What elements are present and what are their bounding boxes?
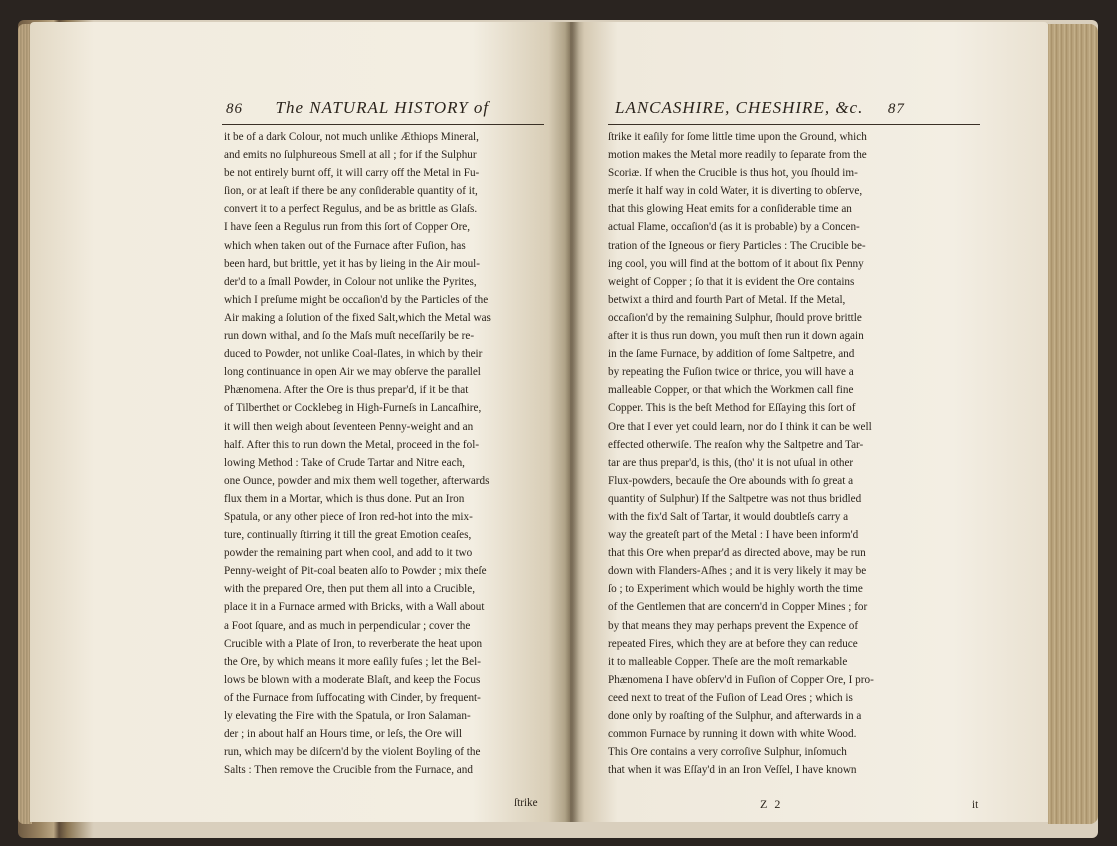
- right-text-line: ing cool, you will find at the bottom of it about ſix Penny: [608, 257, 864, 270]
- left-text-line: Spatula, or any other piece of Iron red-hot into the mix-: [224, 510, 473, 523]
- right-page: [570, 22, 1048, 822]
- left-text-line: of Tilberthet or Cocklebeg in High-Furneſs in Lancaſhire,: [224, 402, 482, 415]
- left-text-line: lows be blown with a moderate Blaſt, and keep the Focus: [224, 673, 481, 686]
- left-text-line: duced to Powder, not unlike Coal-ſlates, in which by their: [224, 348, 483, 361]
- right-head-rule: [608, 124, 980, 125]
- right-text-line: betwixt a third and fourth Part of Metal. If the Metal,: [608, 293, 846, 306]
- right-text-line: Ore that I ever yet could learn, nor do I think it can be well: [608, 420, 872, 433]
- left-text-line: place it in a Furnace armed with Bricks, with a Wall about: [224, 601, 485, 614]
- left-text-line: Crucible with a Plate of Iron, to reverberate the heat upon: [224, 637, 483, 650]
- right-text-line: repeated Fires, which they are at before they can reduce: [608, 637, 858, 650]
- right-text-line: done only by roaſting of the Sulphur, and afterwards in a: [608, 710, 862, 722]
- left-text-line: been hard, but brittle, yet it has by lieing in the Air moul-: [224, 257, 481, 270]
- right-text-line: Copper. This is the beſt Method for Eſſaying this ſort of: [608, 402, 856, 415]
- left-text-line: ſion, or at leaſt if there be any conſiderable quantity of it,: [224, 185, 478, 198]
- left-page-number: 86: [226, 101, 243, 117]
- left-text-line: convert it to a perfect Regulus, and be as brittle as Glaſs.: [224, 203, 478, 216]
- right-text-line: ſo ; to Experiment which would be highly worth the time: [608, 583, 863, 596]
- right-text-line: by repeating the Fuſion twice or thrice, you will have a: [608, 366, 854, 379]
- left-text-line: the Ore, by which means it more eaſily fuſes ; let the Bel-: [224, 655, 481, 668]
- right-running-title: LANCASHIRE, CHESHIRE, &c.: [615, 98, 864, 117]
- right-text-line: effected otherwiſe. The reaſon why the Saltpetre and Tar-: [608, 438, 864, 451]
- left-text-line: flux them in a Mortar, which is thus done. Put an Iron: [224, 492, 465, 505]
- right-text-line: This Ore contains a very corroſive Sulphur, inſomuch: [608, 746, 847, 759]
- left-text-line: ture, continually ſtirring it till the great Emotion ceaſes,: [224, 529, 472, 542]
- left-text-line: and emits no ſulphureous Smell at all ; for if the Sulphur: [224, 149, 477, 162]
- left-text-line: lowing Method : Take of Crude Tartar and Nitre each,: [224, 456, 465, 469]
- right-text-line: actual Flame, occaſion'd (as it is probable) by a Concen-: [608, 221, 860, 234]
- left-text-line: run down withal, and ſo the Maſs muſt neceſſarily be re-: [224, 330, 475, 343]
- left-text-line: powder the remaining part when cool, and add to it two: [224, 547, 473, 560]
- right-text-line: weight of Copper ; ſo that it is evident the Ore contains: [608, 275, 855, 288]
- right-text-line: in the ſame Furnace, by addition of ſome Saltpetre, and: [608, 348, 855, 361]
- right-text-line: tration of the Igneous or fiery Particles : The Crucible be-: [608, 239, 866, 252]
- right-text-line: motion makes the Metal more readily to ſeparate from the: [608, 149, 867, 162]
- right-text-line: merſe it half way in cold Water, it is diverting to obſerve,: [608, 185, 863, 198]
- right-fore-edge: [1048, 24, 1098, 824]
- right-text-line: of the Gentlemen that are concern'd in Copper Mines ; for: [608, 601, 868, 614]
- right-text-line: after it is thus run down, you muſt then run it down again: [608, 330, 864, 343]
- left-text-line: of the Furnace from ſuffocating with Cinder, by frequent-: [224, 691, 481, 704]
- right-text-line: common Furnace by running it down with white Wood.: [608, 728, 857, 741]
- right-text-line: Phænomena I have obſerv'd in Fuſion of Copper Ore, I pro-: [608, 673, 874, 686]
- right-text-line: Flux-powders, becauſe the Ore abounds with ſo great a: [608, 474, 854, 487]
- left-running-head: [226, 98, 489, 118]
- right-text-line: that this Ore when prepar'd as directed above, may be run: [608, 547, 866, 560]
- right-text-line: ſtrike it eaſily for ſome little time upon the Ground, which: [608, 131, 867, 143]
- left-text-line: it be of a dark Colour, not much unlike Æthiops Mineral,: [224, 131, 479, 143]
- right-text-line: it to malleable Copper. Theſe are the moſt remarkable: [608, 655, 848, 668]
- left-text-line: Air making a ſolution of the fixed Salt,which the Metal was: [224, 311, 491, 324]
- right-body-text: [608, 128, 874, 779]
- right-text-line: way the greateſt part of the Metal : I have been inform'd: [608, 529, 859, 542]
- right-text-line: ceed next to treat of the Fuſion of Lead Ores ; which is: [608, 691, 853, 704]
- left-text-line: Salts : Then remove the Crucible from the Furnace, and: [224, 764, 473, 777]
- right-running-head: [615, 98, 905, 118]
- right-text-line: tar are thus prepar'd, is this, (tho' it is not uſual in other: [608, 456, 854, 469]
- right-text-line: Scoriæ. If when the Crucible is thus hot, you ſhould im-: [608, 167, 858, 180]
- right-text-line: quantity of Sulphur) If the Saltpetre was not thus bridled: [608, 492, 862, 505]
- right-text-line: down with Flanders-Aſhes ; and it is very likely it may be: [608, 565, 867, 578]
- right-catchword: it: [972, 799, 979, 811]
- left-text-line: with the prepared Ore, then put them all into a Crucible,: [224, 583, 476, 596]
- left-head-rule: [222, 124, 544, 125]
- right-text-line: occaſion'd by the remaining Sulphur, ſhould prove brittle: [608, 311, 862, 324]
- left-page: [30, 22, 570, 822]
- left-text-line: be not entirely burnt off, it will carry off the Metal in Fu-: [224, 167, 480, 180]
- right-text-line: by that means they may perhaps prevent the Expence of: [608, 619, 859, 632]
- left-text-line: der ; in about half an Hours time, or leſs, the Ore will: [224, 728, 462, 741]
- book-gutter: [565, 22, 579, 822]
- signature-mark: Z 2: [760, 797, 783, 811]
- right-text-line: malleable Copper, or that which the Workmen call fine: [608, 384, 854, 397]
- left-text-line: ly elevating the Fire with the Spatula, or Iron Salaman-: [224, 710, 471, 722]
- left-body-text: [224, 128, 491, 779]
- left-text-line: der'd to a ſmall Powder, in Colour not unlike the Pyrites,: [224, 275, 477, 288]
- left-text-line: a Foot ſquare, and as much in perpendicular ; cover the: [224, 619, 471, 632]
- left-catchword: ſtrike: [514, 797, 538, 809]
- right-text-line: that this glowing Heat emits for a conſiderable time an: [608, 203, 852, 216]
- left-text-line: which when taken out of the Furnace after Fuſion, has: [224, 239, 466, 252]
- left-text-line: it will then weigh about ſeventeen Penny-weight and an: [224, 420, 474, 433]
- right-page-number: 87: [887, 101, 905, 117]
- left-text-line: long continuance in open Air we may obſerve the parallel: [224, 366, 481, 379]
- left-text-line: one Ounce, powder and mix them well together, afterwards: [224, 474, 490, 487]
- left-text-line: I have ſeen a Regulus run from this ſort of Copper Ore,: [224, 221, 471, 234]
- left-text-line: half. After this to run down the Metal, proceed in the fol-: [224, 438, 480, 451]
- right-text-line: that when it was Eſſay'd in an Iron Veſſel, I have known: [608, 764, 857, 777]
- right-text-line: with the fix'd Salt of Tartar, it would doubtleſs carry a: [608, 510, 849, 523]
- left-running-title: The NATURAL HISTORY of: [275, 98, 490, 117]
- left-text-line: Penny-weight of Pit-coal beaten alſo to Powder ; mix theſe: [224, 565, 487, 578]
- left-text-line: Phænomena. After the Ore is thus prepar'd, if it be that: [224, 384, 469, 397]
- left-text-line: which I preſume might be occaſion'd by the Particles of the: [224, 293, 489, 306]
- left-text-line: run, which may be diſcern'd by the violent Boyling of the: [224, 746, 481, 759]
